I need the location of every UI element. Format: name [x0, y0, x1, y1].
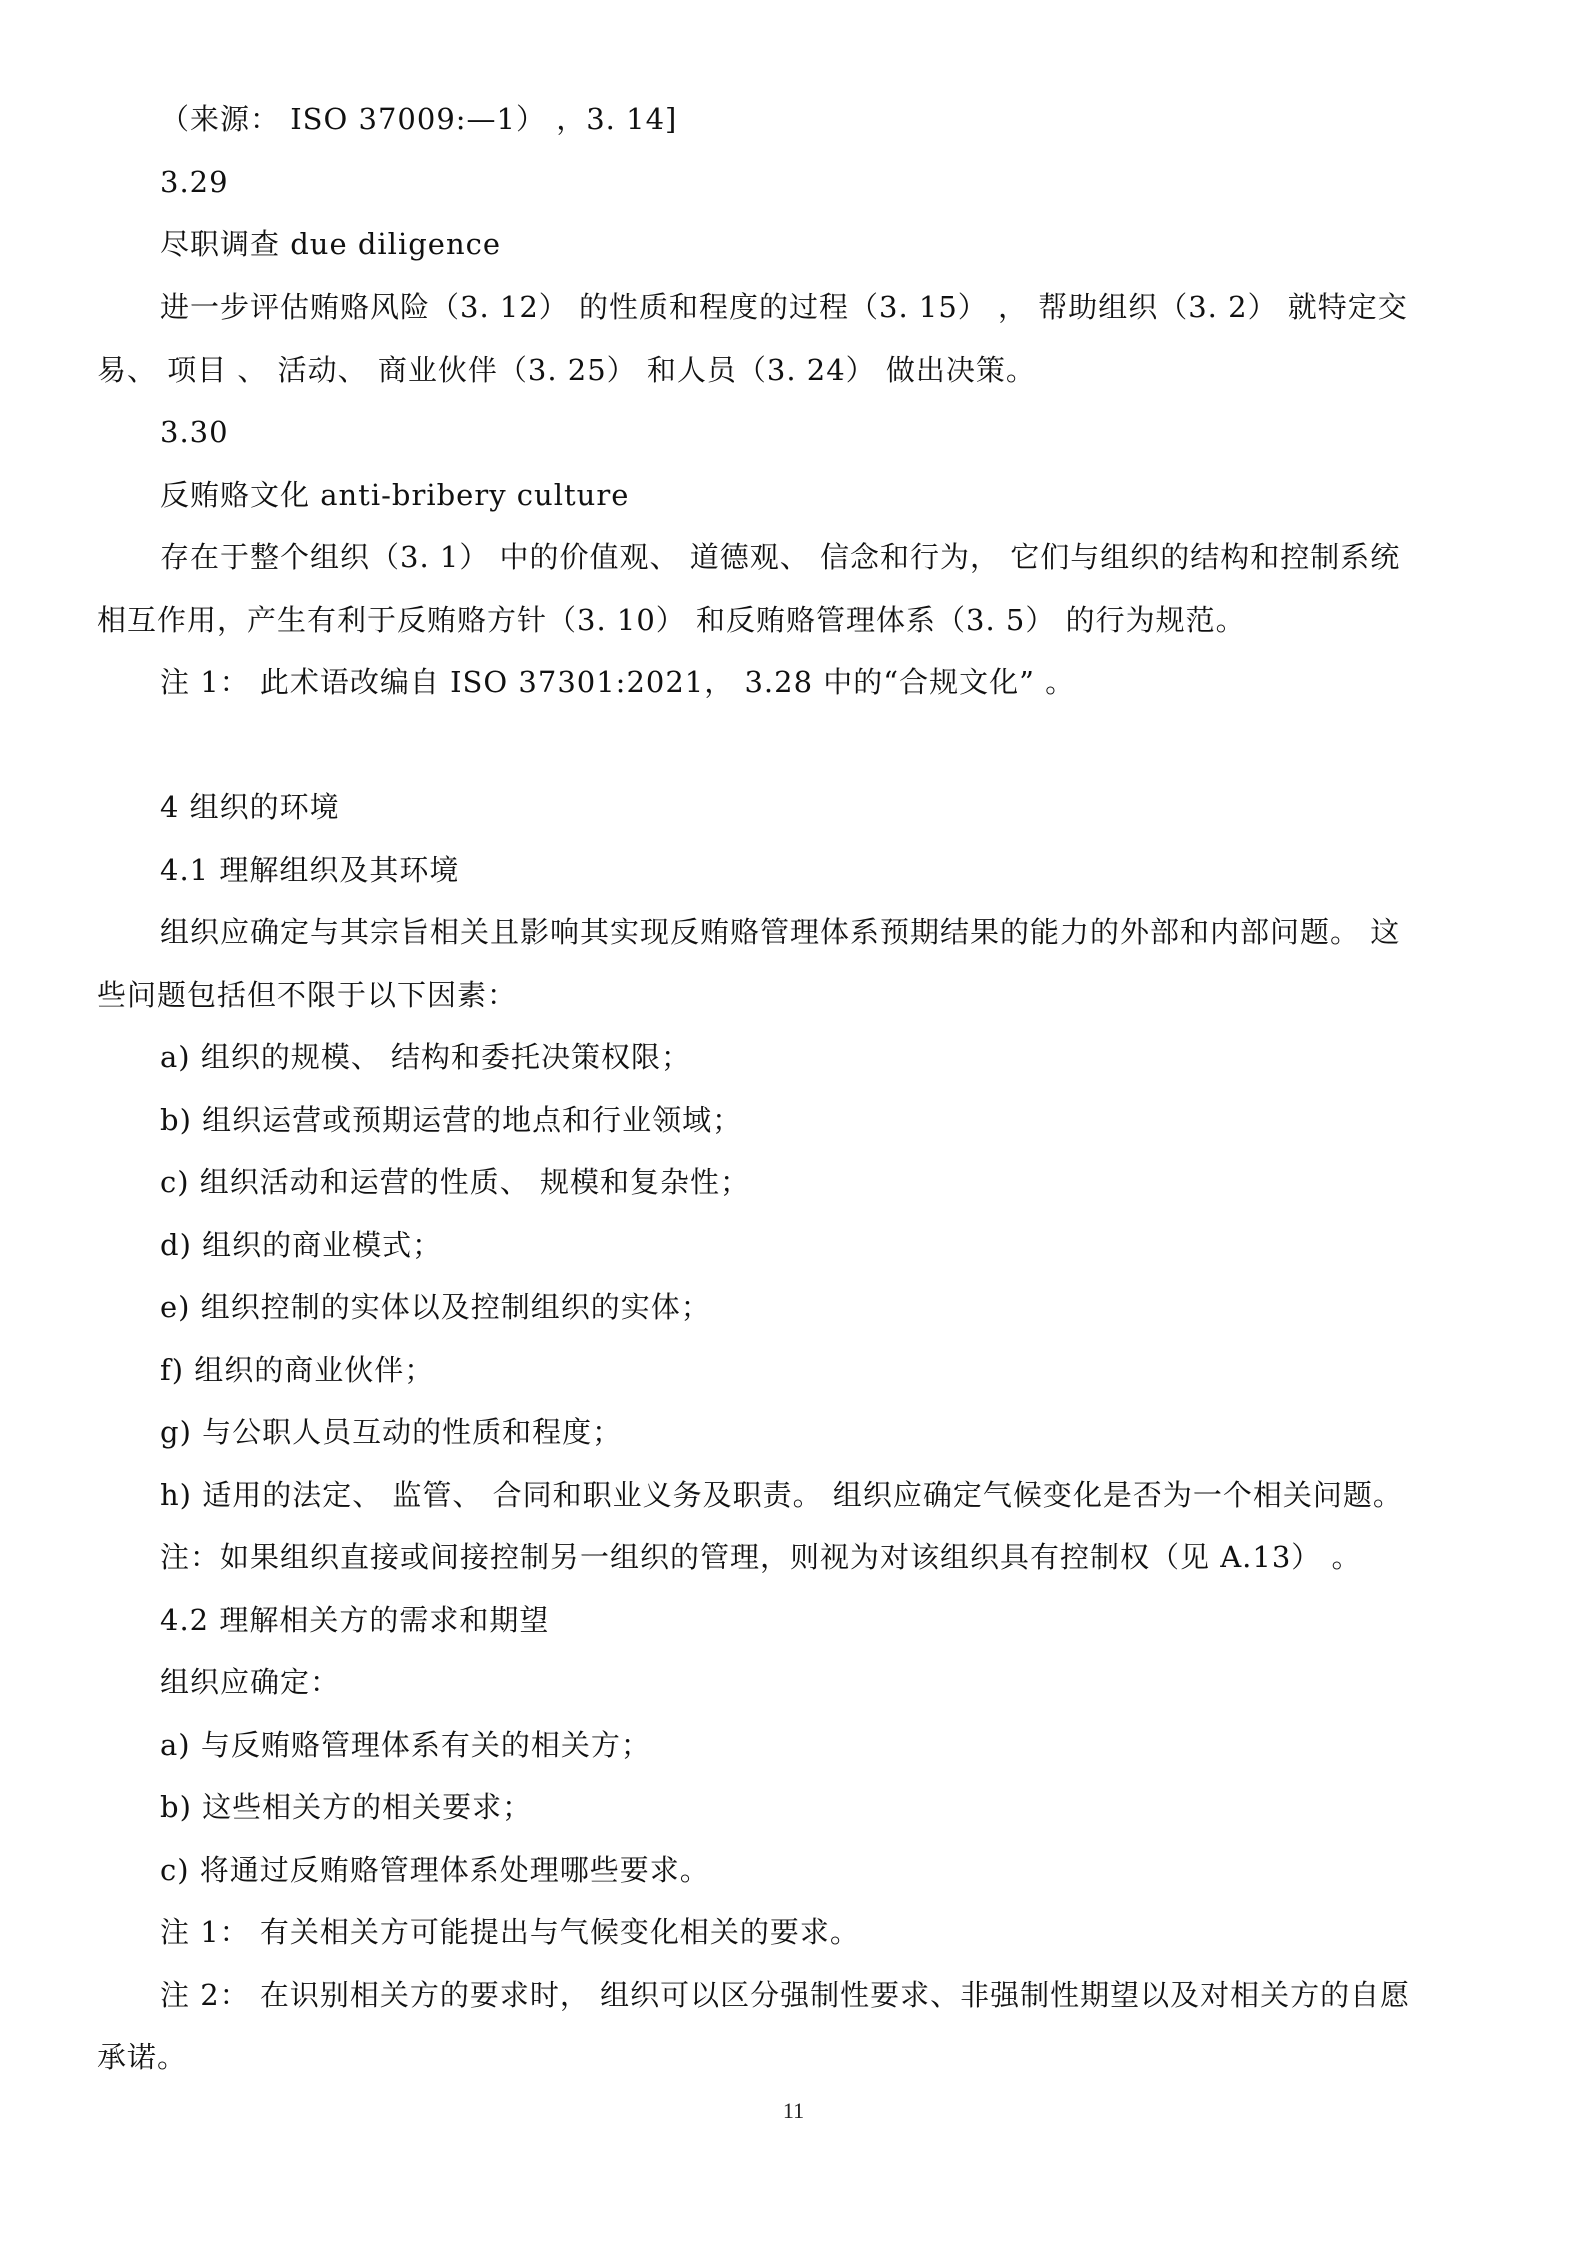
list-item: a) 与反贿赂管理体系有关的相关方； — [160, 1728, 651, 1762]
subsection-heading-4-1: 4.1 理解组织及其环境 — [160, 853, 460, 887]
list-item: f) 组织的商业伙伴； — [160, 1353, 435, 1387]
paragraph-line: 组织应确定： — [160, 1665, 341, 1699]
term-definition-line: 进一步评估贿赂风险（3. 12） 的性质和程度的过程（3. 15） ， 帮助组织（3. 2） 就特定交 — [160, 290, 1408, 324]
note-line: 注：如果组织直接或间接控制另一组织的管理，则视为对该组织具有控制权（见 A.13） 。 — [160, 1540, 1362, 1574]
term-definition-line: 存在于整个组织（3. 1） 中的价值观、 道德观、 信念和行为， 它们与组织的结构和控制系统 — [160, 540, 1401, 574]
subsection-heading-4-2: 4.2 理解相关方的需求和期望 — [160, 1603, 550, 1637]
paragraph-line: 组织应确定与其宗旨相关且影响其实现反贿赂管理体系预期结果的能力的外部和内部问题。 这 — [160, 915, 1401, 949]
list-item: g) 与公职人员互动的性质和程度； — [160, 1415, 623, 1449]
term-definition-line: 相互作用，产生有利于反贿赂方针（3. 10） 和反贿赂管理体系（3. 5） 的行为规范。 — [97, 603, 1246, 637]
section-heading-4: 4 组织的环境 — [160, 790, 340, 824]
list-item: a) 组织的规模、 结构和委托决策权限； — [160, 1040, 692, 1074]
note-line: 注 1： 有关相关方可能提出与气候变化相关的要求。 — [160, 1915, 860, 1949]
list-item: c) 将通过反贿赂管理体系处理哪些要求。 — [160, 1853, 710, 1887]
note-line: 注 1： 此术语改编自 ISO 37301:2021， 3.28 中的“合规文化” 。 — [160, 665, 1076, 699]
note-line: 承诺。 — [97, 2040, 188, 2074]
page-number: 11 — [782, 2098, 805, 2123]
list-item: e) 组织控制的实体以及控制组织的实体； — [160, 1290, 711, 1324]
paragraph-line: 些问题包括但不限于以下因素： — [97, 978, 518, 1012]
note-line: 注 2： 在识别相关方的要求时， 组织可以区分强制性要求、非强制性期望以及对相关方的自愿 — [160, 1978, 1411, 2012]
term-title-anti-bribery-culture: 反贿赂文化 anti-bribery culture — [160, 478, 630, 512]
list-item: c) 组织活动和运营的性质、 规模和复杂性； — [160, 1165, 750, 1199]
term-definition-line: 易、 项目 、 活动、 商业伙伴（3. 25） 和人员（3. 24） 做出决策。 — [97, 353, 1036, 387]
term-title-due-diligence: 尽职调查 due diligence — [160, 227, 502, 261]
list-item: b) 这些相关方的相关要求； — [160, 1790, 533, 1824]
list-item: h) 适用的法定、 监管、 合同和职业义务及职责。 组织应确定气候变化是否为一个相关问题。 — [160, 1478, 1403, 1512]
list-item: b) 组织运营或预期运营的地点和行业领域； — [160, 1103, 743, 1137]
term-number-3-29: 3.29 — [160, 165, 229, 199]
source-reference: （来源： ISO 37009:—1） ，3. 14] — [160, 102, 678, 136]
term-number-3-30: 3.30 — [160, 415, 229, 449]
list-item: d) 组织的商业模式； — [160, 1228, 443, 1262]
